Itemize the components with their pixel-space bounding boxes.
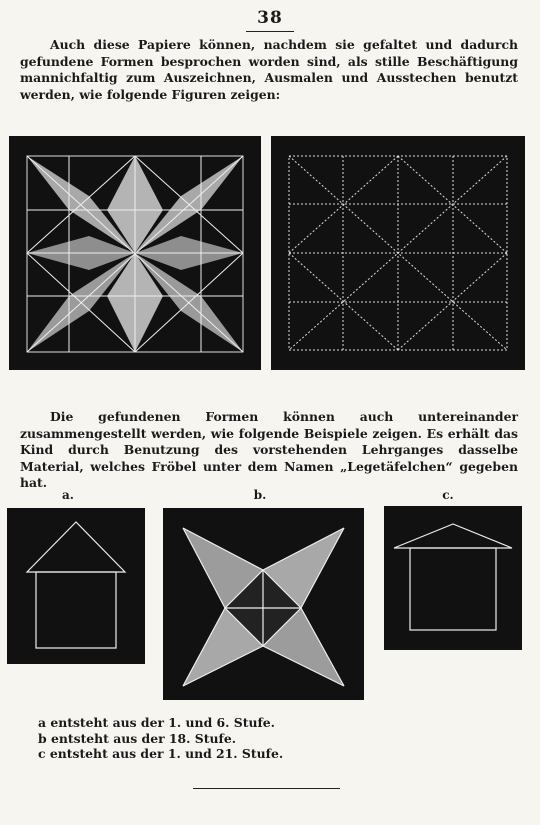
star-filled-drawing (9, 136, 261, 370)
house-a-drawing (7, 508, 145, 664)
caption-a: a entsteht aus der 1. und 6. Stufe. (38, 715, 276, 730)
caption-c: c entsteht aus der 1. und 21. Stufe. (38, 746, 284, 761)
figure-star-dotted (271, 136, 525, 370)
paragraph-combinations-text: Die gefundenen Formen können auch untereinander zusammengestellt werden, wie folgende Beispiele zeigen. Es erhält das Kind durch Benutzung des vorstehenden Lehrganges dasselbe Material, welches Fröbel unter dem Namen „Legetäfelchen“ gegeben hat. (20, 409, 518, 490)
house-c-drawing (384, 506, 522, 650)
figure-b-star (163, 508, 364, 700)
figure-label-c: c. (442, 488, 454, 502)
page-number: 38 (257, 8, 283, 28)
figure-a-house (7, 508, 145, 664)
star-dotted-drawing (271, 136, 525, 370)
figure-star-filled (9, 136, 261, 370)
page-number-rule (246, 31, 294, 32)
figure-label-a: a. (62, 488, 74, 502)
figure-c-house (384, 506, 522, 650)
figure-captions (38, 715, 283, 762)
paragraph-combinations (20, 409, 518, 492)
figure-label-b: b. (253, 488, 267, 502)
paragraph-intro-text: Auch diese Papiere können, nachdem sie gefaltet und dadurch gefundene Formen besprochen worden sind, als stille Beschäftigung mannichfaltig zum Auszeichnen, Ausmalen und Ausstechen benutzt werden, wie folgende Figuren zeigen: (20, 37, 518, 102)
star-b-drawing (163, 508, 364, 700)
paragraph-intro (20, 37, 518, 103)
end-rule (193, 788, 340, 789)
caption-b: b entsteht aus der 18. Stufe. (38, 730, 237, 746)
